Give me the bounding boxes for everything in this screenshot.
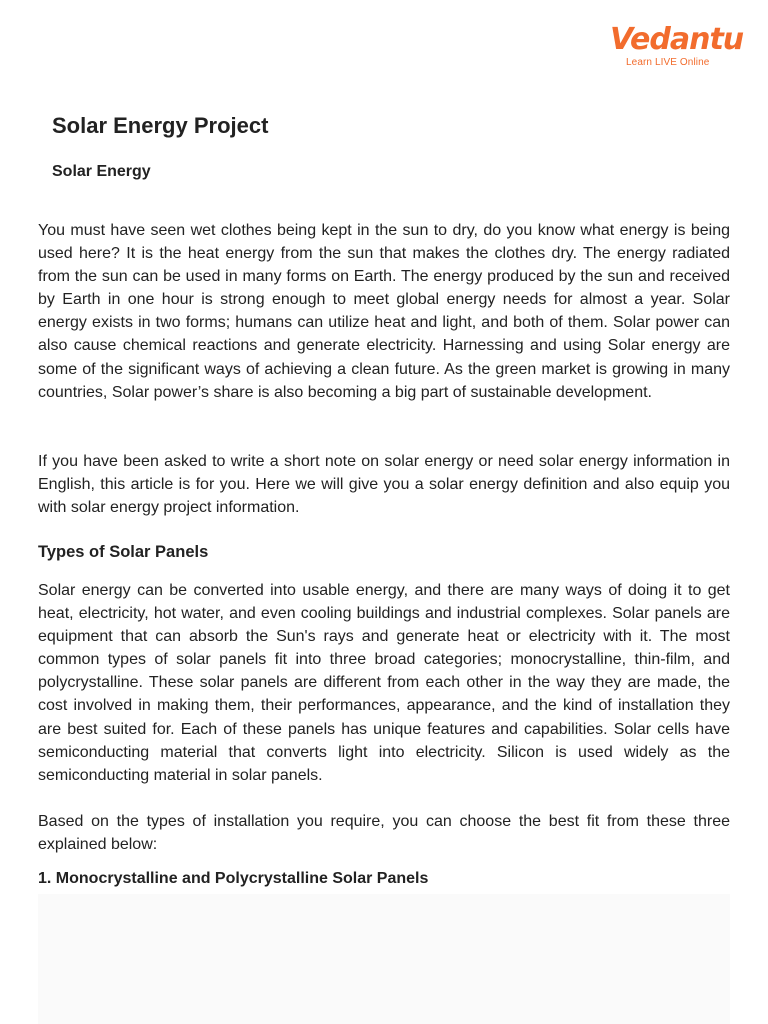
- figure-placeholder: [38, 894, 730, 1024]
- page-title: Solar Energy Project: [52, 113, 269, 138]
- logo-wordmark: Vedantu: [610, 22, 744, 57]
- intro-paragraph: You must have seen wet clothes being kept in the sun to dry, do you know what energy is being used here? It is the heat energy from the sun that makes the clothes dry. The energy radiated from the sun can be used in many forms on Earth. The energy produced by the sun and received by Earth in one hour is strong enough to meet global energy needs for almost a year. Solar energy exists in two forms; humans can utilize heat and light, and both of them. Solar power can also cause chemical reactions and generate electricity. Harnessing and using Solar energy are some of the significant ways of achieving a clean future. As the green market is growing in many countries, Solar power’s share is also becoming a big part of sustainable development.: [38, 222, 730, 401]
- note-paragraph: If you have been asked to write a short note on solar energy or need solar energy information in English, this article is for you. Here we will give you a solar energy definition and also equip you with solar energy project information.: [38, 453, 730, 517]
- vedantu-logo: [610, 22, 744, 72]
- section-subtitle: Solar Energy: [52, 163, 151, 180]
- types-of-panels-heading: Types of Solar Panels: [38, 543, 209, 561]
- installation-paragraph: Based on the types of installation you require, you can choose the best fit from these three explained below:: [38, 813, 730, 854]
- logo-tagline: Learn LIVE Online: [626, 57, 710, 68]
- mono-poly-heading: 1. Monocrystalline and Polycrystalline Solar Panels: [38, 870, 429, 887]
- types-paragraph: Solar energy can be converted into usable energy, and there are many ways of doing it to get heat, electricity, hot water, and even cooling buildings and industrial complexes. Solar panels are equipment that can absorb the Sun's rays and generate heat or electricity with it. The most common types of solar panels fit into three broad categories; monocrystalline, thin-film, and polycrystalline. These solar panels are different from each other in the way they are made, the cost involved in making them, their performances, appearance, and the kind of installation they are best suited for. Each of these panels has unique features and capabilities. Solar cells have semiconducting material that converts light into electricity. Silicon is used widely as the semiconducting material in solar panels.: [38, 582, 730, 784]
